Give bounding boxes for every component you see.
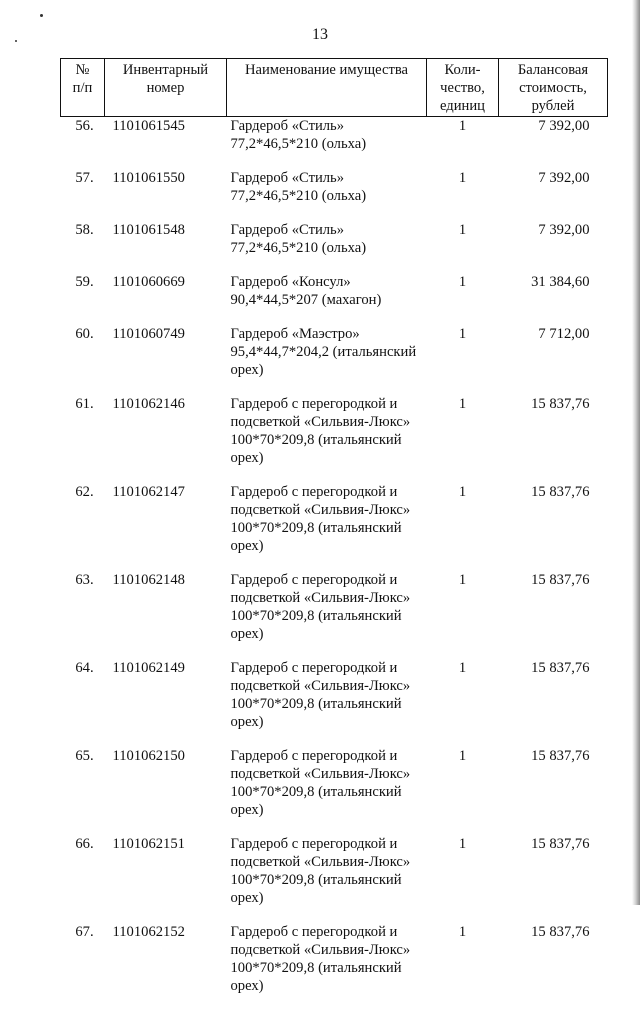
table-row xyxy=(61,395,608,483)
scan-speck xyxy=(40,14,43,17)
page-number: 13 xyxy=(0,26,640,44)
row-number: 66. xyxy=(61,835,105,923)
scan-speck xyxy=(15,40,17,42)
table-row xyxy=(61,273,608,325)
balance-cost: 15 837,76 xyxy=(499,835,608,923)
quantity: 1 xyxy=(427,659,499,747)
quantity: 1 xyxy=(427,273,499,325)
item-name: Гардероб с перегородкой и подсветкой «Сильвия-Люкс» 100*70*209,8 (итальянский орех) xyxy=(227,747,427,835)
balance-cost: 15 837,76 xyxy=(499,571,608,659)
item-name: Гардероб «Консул» 90,4*44,5*207 (махагон) xyxy=(227,273,427,325)
balance-cost: 7 392,00 xyxy=(499,117,608,170)
inventory-number: 1101062148 xyxy=(105,571,227,659)
balance-cost: 31 384,60 xyxy=(499,273,608,325)
table-row xyxy=(61,659,608,747)
balance-cost: 7 392,00 xyxy=(499,169,608,221)
row-number: 67. xyxy=(61,923,105,1011)
balance-cost: 15 837,76 xyxy=(499,659,608,747)
page-edge-shadow xyxy=(632,0,640,905)
item-name: Гардероб с перегородкой и подсветкой «Сильвия-Люкс» 100*70*209,8 (итальянский орех) xyxy=(227,659,427,747)
quantity: 1 xyxy=(427,923,499,1011)
balance-cost: 15 837,76 xyxy=(499,747,608,835)
item-name: Гардероб «Стиль» 77,2*46,5*210 (ольха) xyxy=(227,221,427,273)
row-number: 57. xyxy=(61,169,105,221)
quantity: 1 xyxy=(427,221,499,273)
table-body xyxy=(61,117,608,1011)
table-header-row xyxy=(61,59,608,117)
inventory-number: 1101062146 xyxy=(105,395,227,483)
item-name: Гардероб «Стиль» 77,2*46,5*210 (ольха) xyxy=(227,169,427,221)
quantity: 1 xyxy=(427,483,499,571)
inventory-number: 1101061545 xyxy=(105,117,227,170)
inventory-number: 1101062152 xyxy=(105,923,227,1011)
quantity: 1 xyxy=(427,117,499,170)
row-number: 60. xyxy=(61,325,105,395)
row-number: 63. xyxy=(61,571,105,659)
table-row xyxy=(61,835,608,923)
quantity: 1 xyxy=(427,325,499,395)
balance-cost: 7 712,00 xyxy=(499,325,608,395)
balance-cost: 7 392,00 xyxy=(499,221,608,273)
quantity: 1 xyxy=(427,395,499,483)
header-num: № п/п xyxy=(61,59,105,117)
balance-cost: 15 837,76 xyxy=(499,923,608,1011)
inventory-number: 1101062149 xyxy=(105,659,227,747)
balance-cost: 15 837,76 xyxy=(499,483,608,571)
table-row xyxy=(61,325,608,395)
table-row xyxy=(61,923,608,1011)
item-name: Гардероб «Стиль» 77,2*46,5*210 (ольха) xyxy=(227,117,427,170)
row-number: 59. xyxy=(61,273,105,325)
row-number: 61. xyxy=(61,395,105,483)
table-row xyxy=(61,483,608,571)
row-number: 62. xyxy=(61,483,105,571)
item-name: Гардероб «Маэстро» 95,4*44,7*204,2 (итальянский орех) xyxy=(227,325,427,395)
header-item-name: Наименование имущества xyxy=(227,59,427,117)
balance-cost: 15 837,76 xyxy=(499,395,608,483)
table-row xyxy=(61,169,608,221)
quantity: 1 xyxy=(427,571,499,659)
row-number: 65. xyxy=(61,747,105,835)
item-name: Гардероб с перегородкой и подсветкой «Сильвия-Люкс» 100*70*209,8 (итальянский орех) xyxy=(227,835,427,923)
inventory-number: 1101062147 xyxy=(105,483,227,571)
quantity: 1 xyxy=(427,835,499,923)
header-balance-cost: Балансовая стоимость, рублей xyxy=(499,59,608,117)
inventory-number: 1101061548 xyxy=(105,221,227,273)
row-number: 58. xyxy=(61,221,105,273)
item-name: Гардероб с перегородкой и подсветкой «Сильвия-Люкс» 100*70*209,8 (итальянский орех) xyxy=(227,923,427,1011)
header-inventory-number: Инвентарный номер xyxy=(105,59,227,117)
inventory-number: 1101060749 xyxy=(105,325,227,395)
table-row xyxy=(61,747,608,835)
item-name: Гардероб с перегородкой и подсветкой «Сильвия-Люкс» 100*70*209,8 (итальянский орех) xyxy=(227,483,427,571)
inventory-number: 1101060669 xyxy=(105,273,227,325)
header-quantity: Коли- чество, единиц xyxy=(427,59,499,117)
row-number: 56. xyxy=(61,117,105,170)
table-row xyxy=(61,221,608,273)
row-number: 64. xyxy=(61,659,105,747)
inventory-number: 1101062151 xyxy=(105,835,227,923)
table-row xyxy=(61,571,608,659)
quantity: 1 xyxy=(427,169,499,221)
item-name: Гардероб с перегородкой и подсветкой «Сильвия-Люкс» 100*70*209,8 (итальянский орех) xyxy=(227,571,427,659)
quantity: 1 xyxy=(427,747,499,835)
item-name: Гардероб с перегородкой и подсветкой «Сильвия-Люкс» 100*70*209,8 (итальянский орех) xyxy=(227,395,427,483)
inventory-number: 1101061550 xyxy=(105,169,227,221)
inventory-table xyxy=(60,58,608,1011)
inventory-number: 1101062150 xyxy=(105,747,227,835)
table-row xyxy=(61,117,608,170)
